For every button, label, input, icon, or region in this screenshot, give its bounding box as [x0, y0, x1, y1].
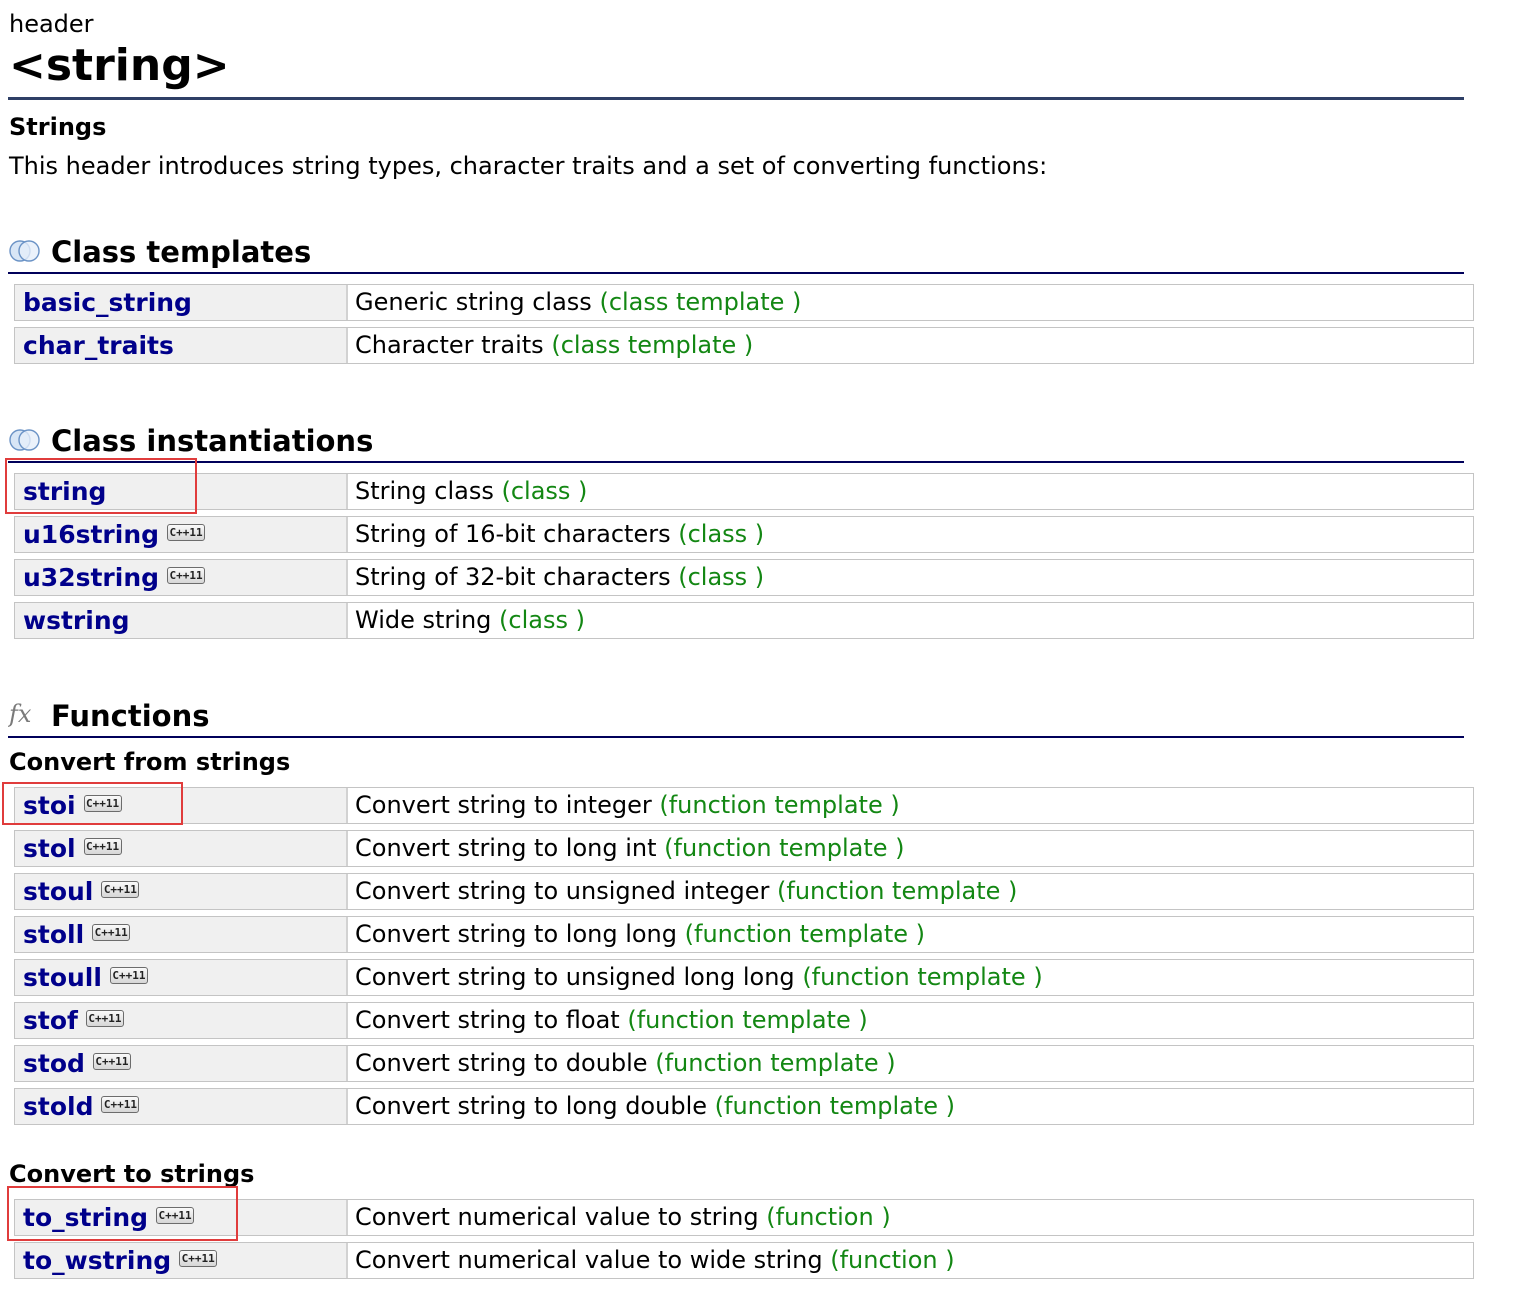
description-cell	[355, 285, 801, 320]
description-text: Convert string to long int	[355, 834, 657, 862]
kind-label: (function )	[766, 1203, 891, 1231]
reference-link-u32string[interactable]	[23, 560, 205, 595]
kind-label: (class )	[678, 563, 765, 591]
table-row	[14, 959, 1474, 996]
name-cell	[15, 1243, 348, 1278]
reference-link-u16string[interactable]	[23, 517, 205, 552]
reference-link-stoull[interactable]	[23, 960, 148, 995]
table-row	[14, 1045, 1474, 1082]
cpp11-badge: C++11	[101, 881, 139, 898]
cpp11-badge: C++11	[179, 1250, 217, 1267]
link-text: stod	[23, 1049, 85, 1078]
intro-title: Strings	[9, 113, 107, 141]
kind-label: (function template )	[802, 963, 1043, 991]
reference-link-char-traits[interactable]	[23, 328, 174, 363]
convert-from-strings-title: Convert from strings	[9, 748, 291, 776]
table-row	[14, 1242, 1474, 1279]
name-cell	[15, 1003, 348, 1038]
description-text: String of 16-bit characters	[355, 520, 671, 548]
cpp11-badge: C++11	[93, 1053, 131, 1070]
table-row	[14, 787, 1474, 824]
description-cell	[355, 474, 587, 509]
highlight-box	[2, 782, 183, 825]
description-cell	[355, 831, 905, 866]
kind-label: (function template )	[655, 1049, 896, 1077]
description-text: Generic string class	[355, 288, 592, 316]
reference-link-stoul[interactable]	[23, 874, 139, 909]
name-cell	[15, 328, 348, 363]
cpp11-badge: C++11	[167, 567, 205, 584]
table-row	[14, 916, 1474, 953]
page-title: <string>	[9, 40, 230, 91]
description-text: Convert string to long long	[355, 920, 677, 948]
reference-link-stof[interactable]	[23, 1003, 124, 1038]
table-row	[14, 559, 1474, 596]
description-text: Character traits	[355, 331, 544, 359]
link-text: stoll	[23, 920, 85, 949]
function-icon	[8, 700, 42, 728]
link-text: u32string	[23, 563, 160, 592]
reference-link-stod[interactable]	[23, 1046, 131, 1081]
link-text: stoull	[23, 963, 102, 992]
reference-link-stold[interactable]	[23, 1089, 139, 1124]
name-cell	[15, 917, 348, 952]
description-cell	[355, 874, 1017, 909]
class-instantiations-table	[14, 473, 1474, 645]
kind-label: (function template )	[664, 834, 905, 862]
description-text: Convert string to float	[355, 1006, 620, 1034]
description-text: String class	[355, 477, 494, 505]
description-text: Convert string to unsigned long long	[355, 963, 795, 991]
table-row	[14, 327, 1474, 364]
intro-text: This header introduces string types, character traits and a set of converting functions:	[9, 152, 1048, 180]
link-text: stol	[23, 834, 76, 863]
description-cell	[355, 328, 753, 363]
link-text: to_wstring	[23, 1246, 172, 1275]
highlight-box	[7, 1186, 238, 1241]
description-cell	[355, 517, 764, 552]
description-cell	[355, 960, 1043, 995]
table-row	[14, 830, 1474, 867]
description-text: Convert string to unsigned integer	[355, 877, 770, 905]
highlight-box	[5, 458, 197, 514]
name-cell	[15, 603, 348, 638]
link-text: char_traits	[23, 331, 174, 360]
kind-label: (function template )	[777, 877, 1018, 905]
section-class-instantiations	[8, 421, 1464, 463]
description-cell	[355, 560, 764, 595]
name-cell	[15, 285, 348, 320]
name-cell	[15, 560, 348, 595]
convert-to-strings-title: Convert to strings	[9, 1160, 255, 1188]
description-text: Convert numerical value to wide string	[355, 1246, 823, 1274]
reference-link-stoll[interactable]	[23, 917, 130, 952]
name-cell	[15, 831, 348, 866]
kind-label: (function template )	[659, 791, 900, 819]
name-cell	[15, 1046, 348, 1081]
cpp11-badge: C++11	[84, 838, 122, 855]
kind-label: (class )	[678, 520, 765, 548]
link-text: to_string	[23, 1203, 149, 1232]
table-row	[14, 1088, 1474, 1125]
section-functions	[8, 696, 1464, 738]
description-text: Wide string	[355, 606, 492, 634]
cpp11-badge: C++11	[167, 524, 205, 541]
description-cell	[355, 788, 900, 823]
description-cell	[355, 1003, 868, 1038]
cpp11-badge: C++11	[84, 795, 122, 812]
cpp11-badge: C++11	[101, 1096, 139, 1113]
cpp11-badge: C++11	[86, 1010, 124, 1027]
kind-label: (class template )	[551, 331, 754, 359]
class-icon	[8, 238, 42, 264]
reference-link-basic-string[interactable]	[23, 285, 192, 320]
table-row	[14, 516, 1474, 553]
name-cell	[15, 960, 348, 995]
table-row	[14, 473, 1474, 510]
convert-from-strings-table	[14, 787, 1474, 1131]
name-cell	[15, 517, 348, 552]
description-cell	[355, 1200, 891, 1235]
link-text: wstring	[23, 606, 130, 635]
table-row	[14, 602, 1474, 639]
table-row	[14, 873, 1474, 910]
description-text: Convert string to long double	[355, 1092, 707, 1120]
kind-label: (class )	[501, 477, 588, 505]
kind-label: (function template )	[684, 920, 926, 948]
section-title: Class templates	[51, 235, 312, 269]
link-text: stold	[23, 1092, 94, 1121]
kind-label: (function )	[830, 1246, 955, 1274]
link-text: stoul	[23, 877, 94, 906]
description-text: Convert string to integer	[355, 791, 652, 819]
description-cell	[355, 917, 925, 952]
class-templates-table	[14, 284, 1474, 370]
section-title: Class instantiations	[51, 424, 374, 458]
kind-label: (function template )	[714, 1092, 956, 1120]
description-text: Convert numerical value to string	[355, 1203, 759, 1231]
table-row	[14, 284, 1474, 321]
svg-text:fx: fx	[9, 700, 32, 728]
description-cell	[355, 603, 585, 638]
class-icon	[8, 427, 42, 453]
kind-label: (function template )	[627, 1006, 868, 1034]
description-text: Convert string to double	[355, 1049, 648, 1077]
description-cell	[355, 1243, 955, 1278]
link-text: u16string	[23, 520, 160, 549]
reference-link-to-wstring[interactable]	[23, 1243, 217, 1278]
table-row	[14, 1002, 1474, 1039]
name-cell	[15, 874, 348, 909]
description-cell	[355, 1046, 896, 1081]
kind-label: (class )	[499, 606, 585, 634]
description-cell	[355, 1089, 955, 1124]
cpp11-badge: C++11	[156, 1207, 194, 1224]
link-text: string	[23, 477, 107, 506]
reference-link-stol[interactable]	[23, 831, 122, 866]
name-cell	[15, 1089, 348, 1124]
header-label: header	[9, 10, 94, 38]
cpp11-badge: C++11	[92, 924, 130, 941]
link-text: basic_string	[23, 288, 192, 317]
reference-link-wstring[interactable]	[23, 603, 130, 638]
section-class-templates	[8, 232, 1464, 274]
cpp11-badge: C++11	[110, 967, 148, 984]
title-divider	[8, 97, 1464, 100]
link-text: stoi	[23, 791, 76, 820]
description-text: String of 32-bit characters	[355, 563, 671, 591]
section-title: Functions	[51, 699, 210, 733]
kind-label: (class template )	[599, 288, 802, 316]
link-text: stof	[23, 1006, 78, 1035]
